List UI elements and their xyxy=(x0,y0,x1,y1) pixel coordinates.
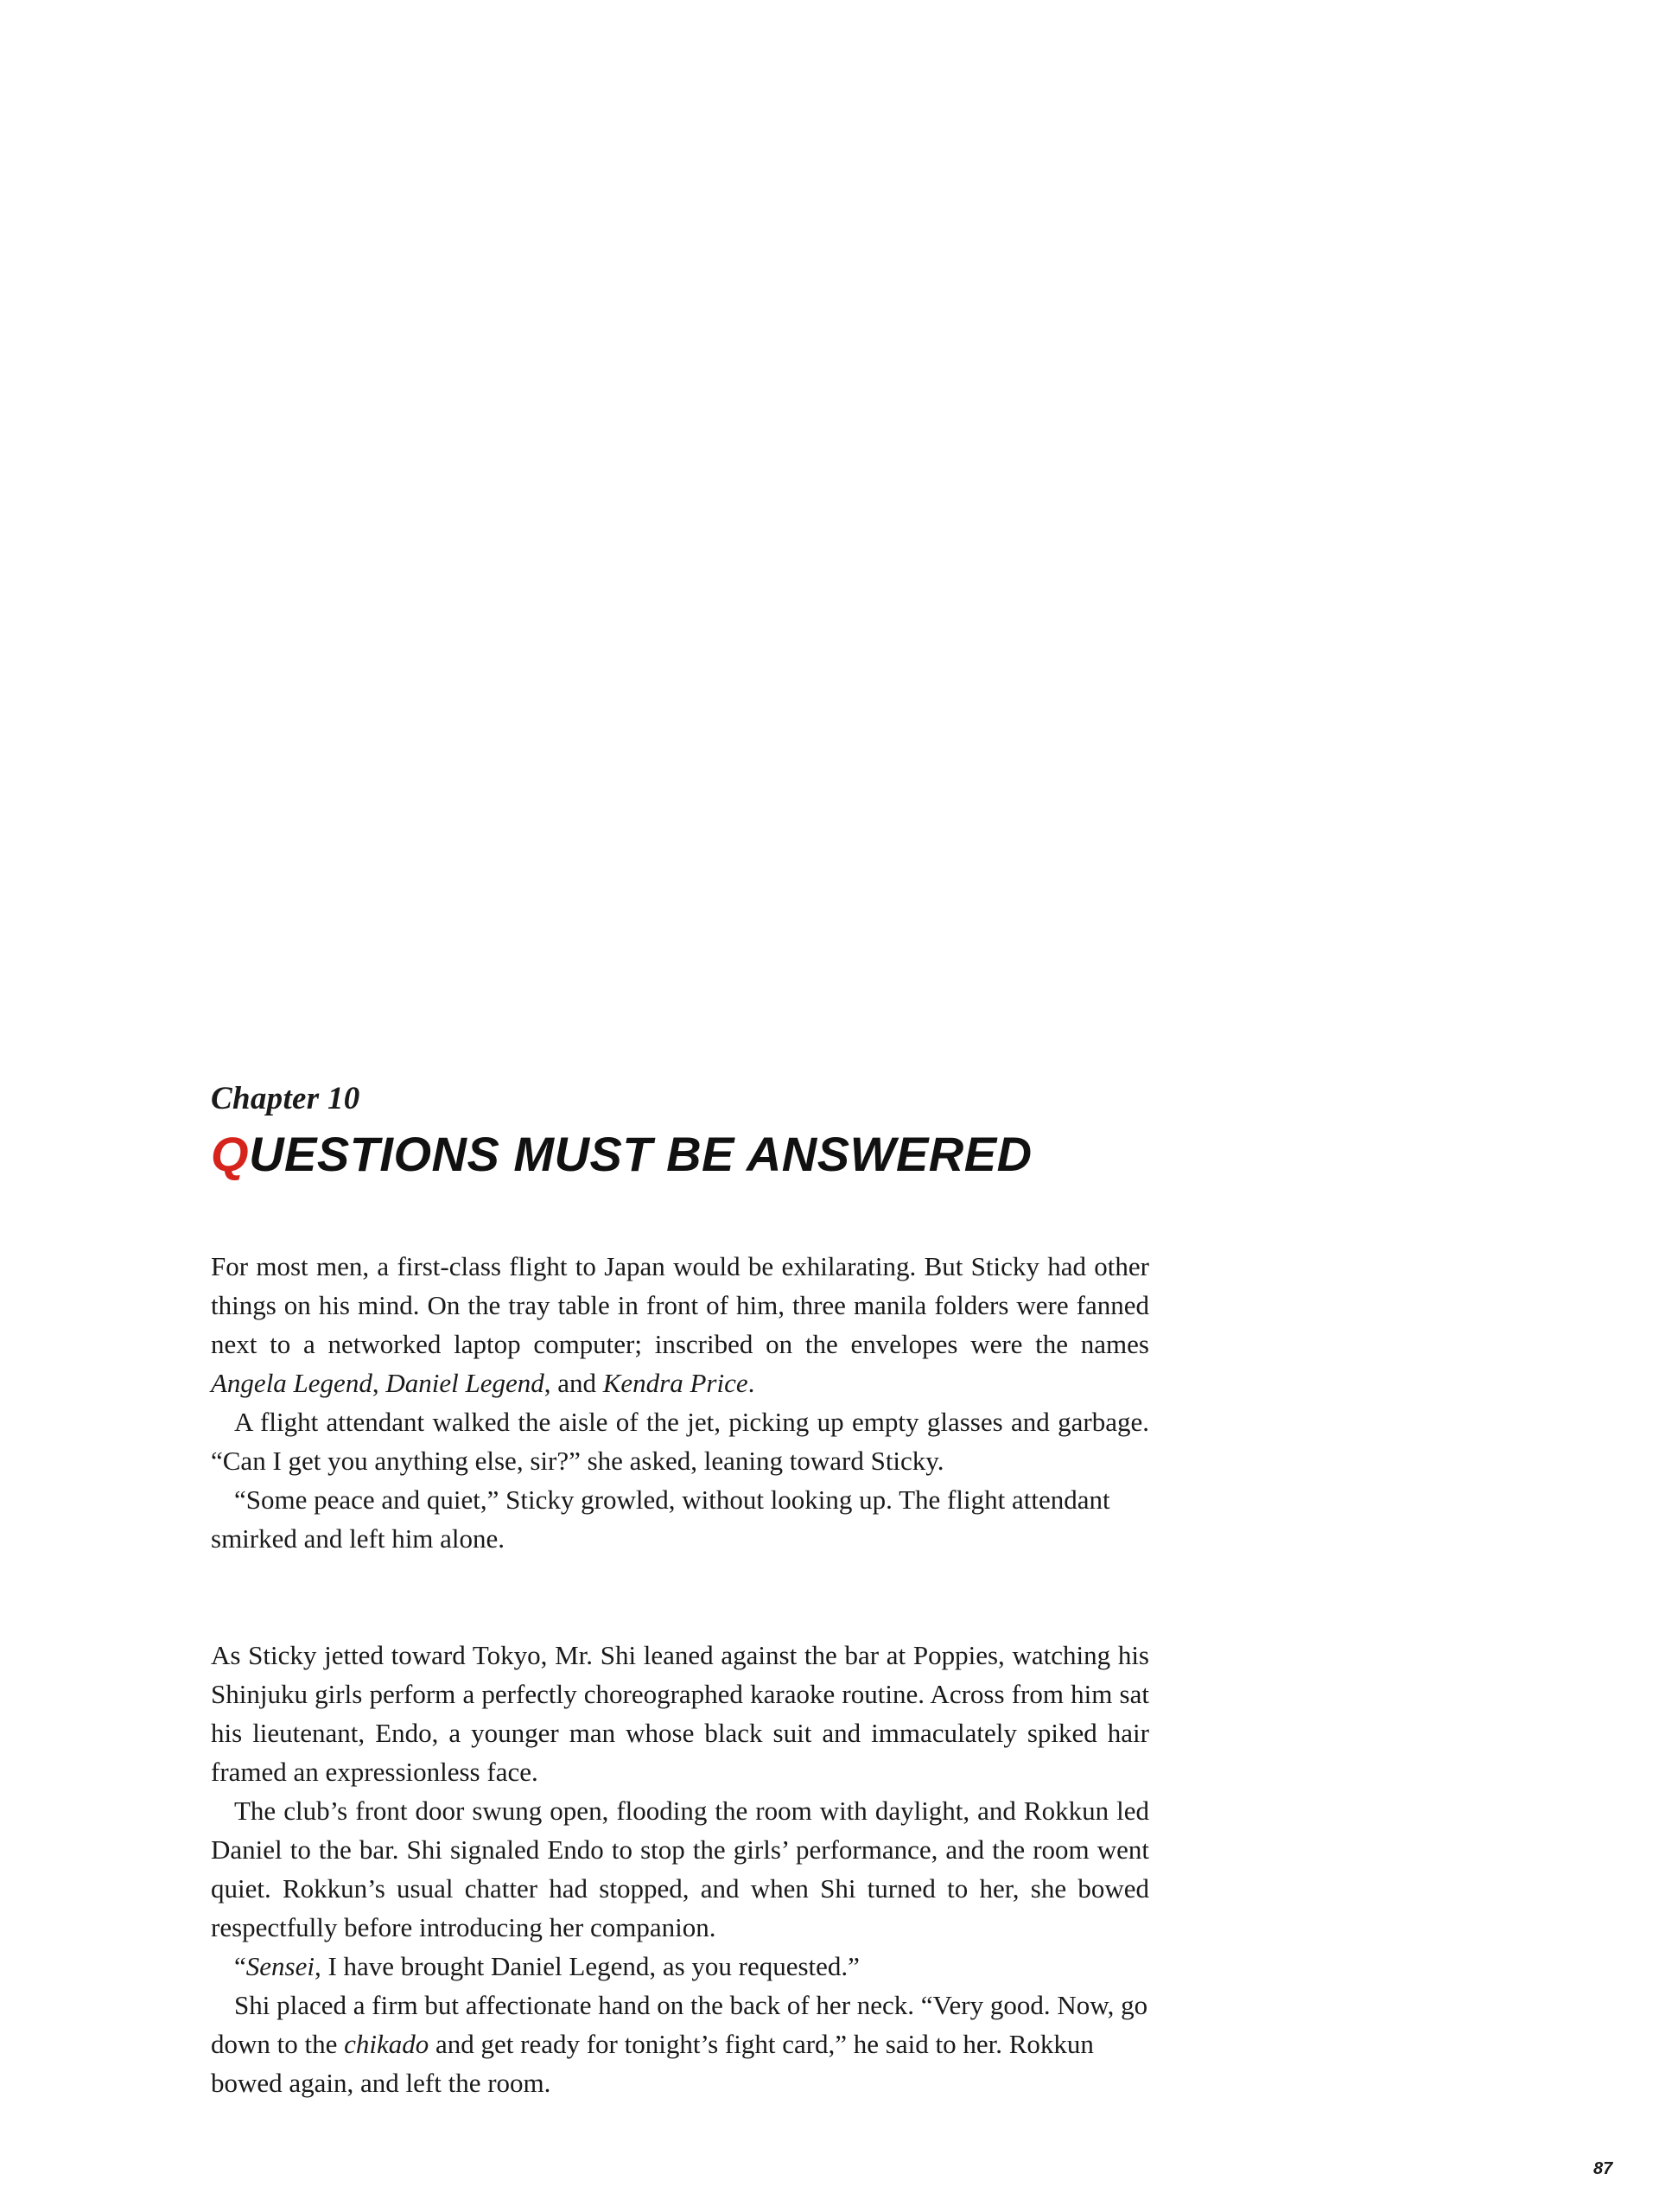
paragraph xyxy=(211,1791,1149,1947)
paragraph xyxy=(211,1247,1149,1402)
text-segment: “Some peace and quiet,” Sticky growled, without looking up. The flight attendant smirked and left him alone. xyxy=(211,1484,1110,1554)
body-section xyxy=(211,1636,1149,2102)
text-segment: For most men, a first-class flight to Japan would be exhilarating. But Sticky had other things on his mind. On the tray table in front of him, three manila folders were fanned next to a networked laptop computer; inscribed on the envelopes were the names xyxy=(211,1251,1149,1359)
chapter-title-initial: Q xyxy=(211,1127,250,1181)
paragraph xyxy=(211,1986,1149,2102)
italic-text: Angela Legend xyxy=(211,1368,372,1398)
text-segment: and get ready for tonight’s fight card,” he said to her. Rokkun bowed again, and left the room. xyxy=(211,2029,1094,2098)
chapter-title xyxy=(211,1125,1033,1183)
paragraph xyxy=(211,1636,1149,1791)
italic-text: Daniel Legend xyxy=(385,1368,544,1398)
text-segment: A flight attendant walked the aisle of the jet, picking up empty glasses and garbage. “Can I get you anything else, sir?” she asked, leaning toward Sticky. xyxy=(211,1407,1149,1476)
text-segment: Shi placed a firm but affectionate hand on the back of her neck. “Very good. Now, go down to the xyxy=(211,1990,1148,2059)
italic-text: Sensei xyxy=(245,1951,315,1981)
text-segment: , and xyxy=(543,1368,603,1398)
text-segment: , xyxy=(372,1368,386,1398)
chapter-title-rest: UESTIONS MUST BE ANSWERED xyxy=(249,1127,1033,1181)
body-section xyxy=(211,1247,1149,1558)
paragraph xyxy=(211,1402,1149,1480)
text-segment: “ xyxy=(234,1951,246,1981)
text-segment: . xyxy=(747,1368,755,1398)
text-segment: , I have brought Daniel Legend, as you requested.” xyxy=(314,1951,860,1981)
page-number: 87 xyxy=(1593,2159,1613,2178)
paragraph xyxy=(211,1947,1149,1986)
text-segment: As Sticky jetted toward Tokyo, Mr. Shi leaned against the bar at Poppies, watching his Shinjuku girls perform a perfectly choreographed karaoke routine. Across from him sat his lieutenant, Endo, a younger man whose black suit and immaculately spiked hair framed an expressionless face. xyxy=(211,1640,1149,1787)
paragraph xyxy=(211,1480,1149,1558)
text-segment: The club’s front door swung open, flooding the room with daylight, and Rokkun led Daniel to the bar. Shi signaled Endo to stop the girls’ performance, and the room went quiet. Rokkun’s usual chatter had stopped, and when Shi turned to her, she bowed respectfully before introducing her companion. xyxy=(211,1796,1149,1942)
italic-text: chikado xyxy=(344,2029,429,2059)
italic-text: Kendra Price xyxy=(602,1368,748,1398)
chapter-label: Chapter 10 xyxy=(211,1081,360,1116)
